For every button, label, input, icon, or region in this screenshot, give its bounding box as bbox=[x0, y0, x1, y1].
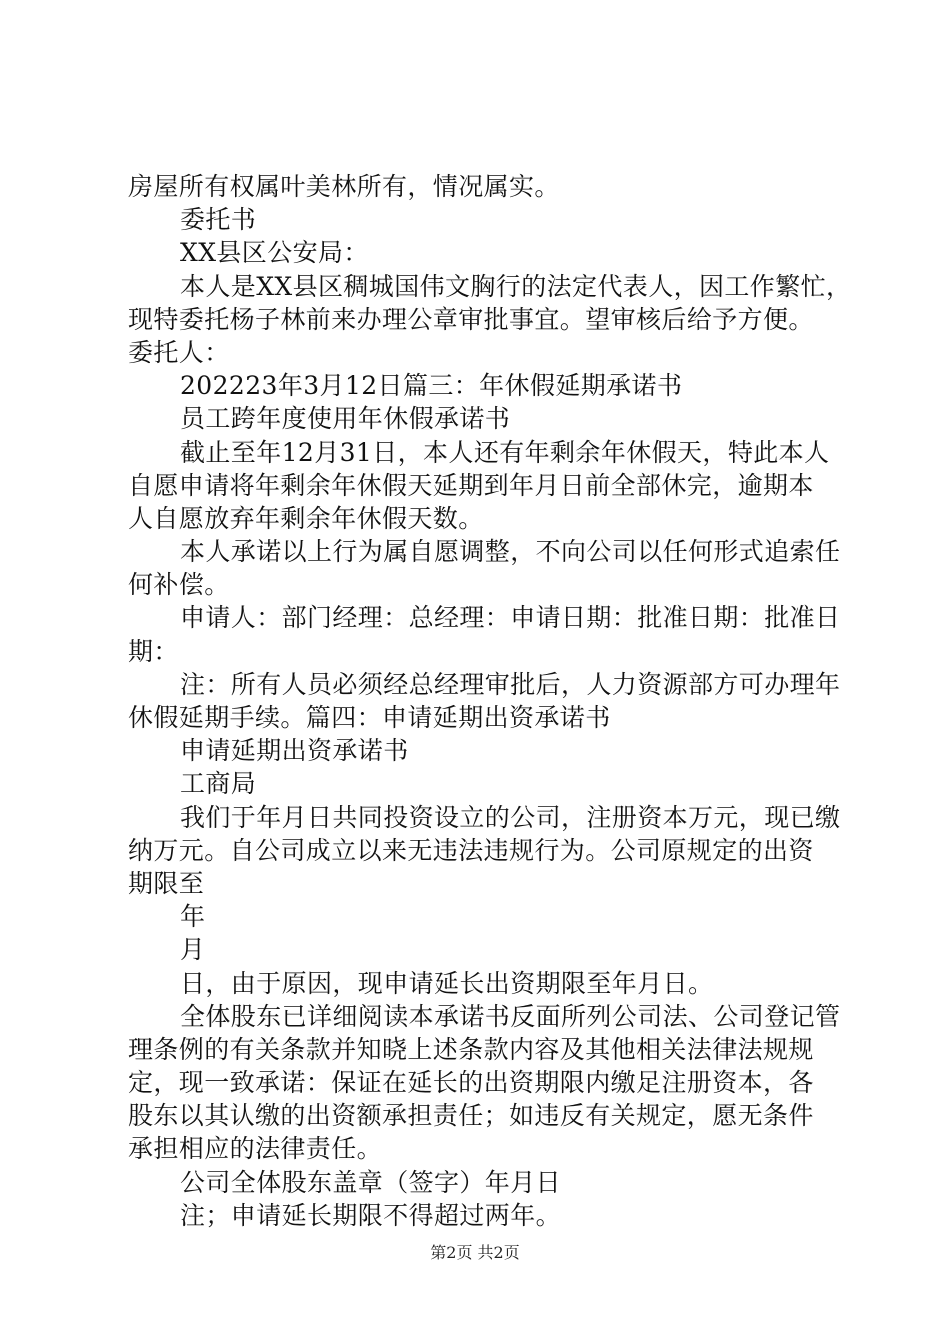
document-body bbox=[128, 170, 852, 1232]
text-line: 全体股东已详细阅读本承诺书反面所列公司法、公司登记管 bbox=[180, 1001, 841, 1031]
text-line: 本人是XX县区稠城国伟文胸行的法定代表人，因工作繁忙， bbox=[180, 271, 852, 301]
text-line: 月 bbox=[180, 935, 206, 965]
text-line: 员工跨年度使用年休假承诺书 bbox=[180, 404, 511, 434]
text-line: 申请延期出资承诺书 bbox=[180, 736, 409, 766]
text-line: 注：所有人员必须经总经理审批后，人力资源部方可办理年 bbox=[180, 669, 841, 699]
text-line: 何补偿。 bbox=[128, 570, 230, 600]
text-line: 委托人： bbox=[128, 337, 230, 367]
text-line: 注；申请延长期限不得超过两年。 bbox=[180, 1200, 562, 1230]
text-line: 期限至 bbox=[128, 868, 205, 898]
text-line: 公司全体股东盖章（签字）年月日 bbox=[180, 1167, 562, 1197]
text-line: 人自愿放弃年剩余年休假天数。 bbox=[128, 503, 484, 533]
text-line: 申请人：部门经理：总经理：申请日期：批准日期：批准日 bbox=[180, 603, 841, 633]
text-line: 年 bbox=[180, 902, 206, 932]
text-line: 日，由于原因，现申请延长出资期限至年月日。 bbox=[180, 968, 714, 998]
text-line: 截止至年12月31日，本人还有年剩余年休假天，特此本人 bbox=[180, 437, 830, 467]
text-line: 自愿申请将年剩余年休假天延期到年月日前全部休完，逾期本 bbox=[128, 470, 814, 500]
text-line: 定，现一致承诺：保证在延长的出资期限内缴足注册资本，各 bbox=[128, 1068, 814, 1098]
text-line: 我们于年月日共同投资设立的公司，注册资本万元，现已缴 bbox=[180, 802, 841, 832]
page-footer: 第2页 共2页 bbox=[430, 1243, 520, 1262]
text-line: 理条例的有关条款并知晓上述条款内容及其他相关法律法规规 bbox=[128, 1034, 814, 1064]
text-line: 本人承诺以上行为属自愿调整，不向公司以任何形式追索任 bbox=[180, 537, 841, 567]
text-line: XX县区公安局： bbox=[180, 238, 369, 268]
text-line: 休假延期手续。篇四：申请延期出资承诺书 bbox=[128, 703, 611, 732]
text-line: 202223年3月12日篇三：年休假延期承诺书 bbox=[180, 371, 683, 401]
text-line: 现特委托杨子林前来办理公章审批事宜。望审核后给予方便。 bbox=[128, 304, 814, 334]
text-line: 房屋所有权属叶美林所有，情况属实。 bbox=[128, 172, 560, 201]
text-line: 委托书 bbox=[180, 205, 257, 235]
text-line: 纳万元。自公司成立以来无违法违规行为。公司原规定的出资 bbox=[128, 835, 814, 865]
text-line: 工商局 bbox=[180, 769, 257, 799]
text-line: 承担相应的法律责任。 bbox=[128, 1134, 383, 1164]
text-line: 股东以其认缴的出资额承担责任；如违反有关规定，愿无条件 bbox=[128, 1101, 814, 1131]
text-line: 期： bbox=[128, 636, 179, 666]
